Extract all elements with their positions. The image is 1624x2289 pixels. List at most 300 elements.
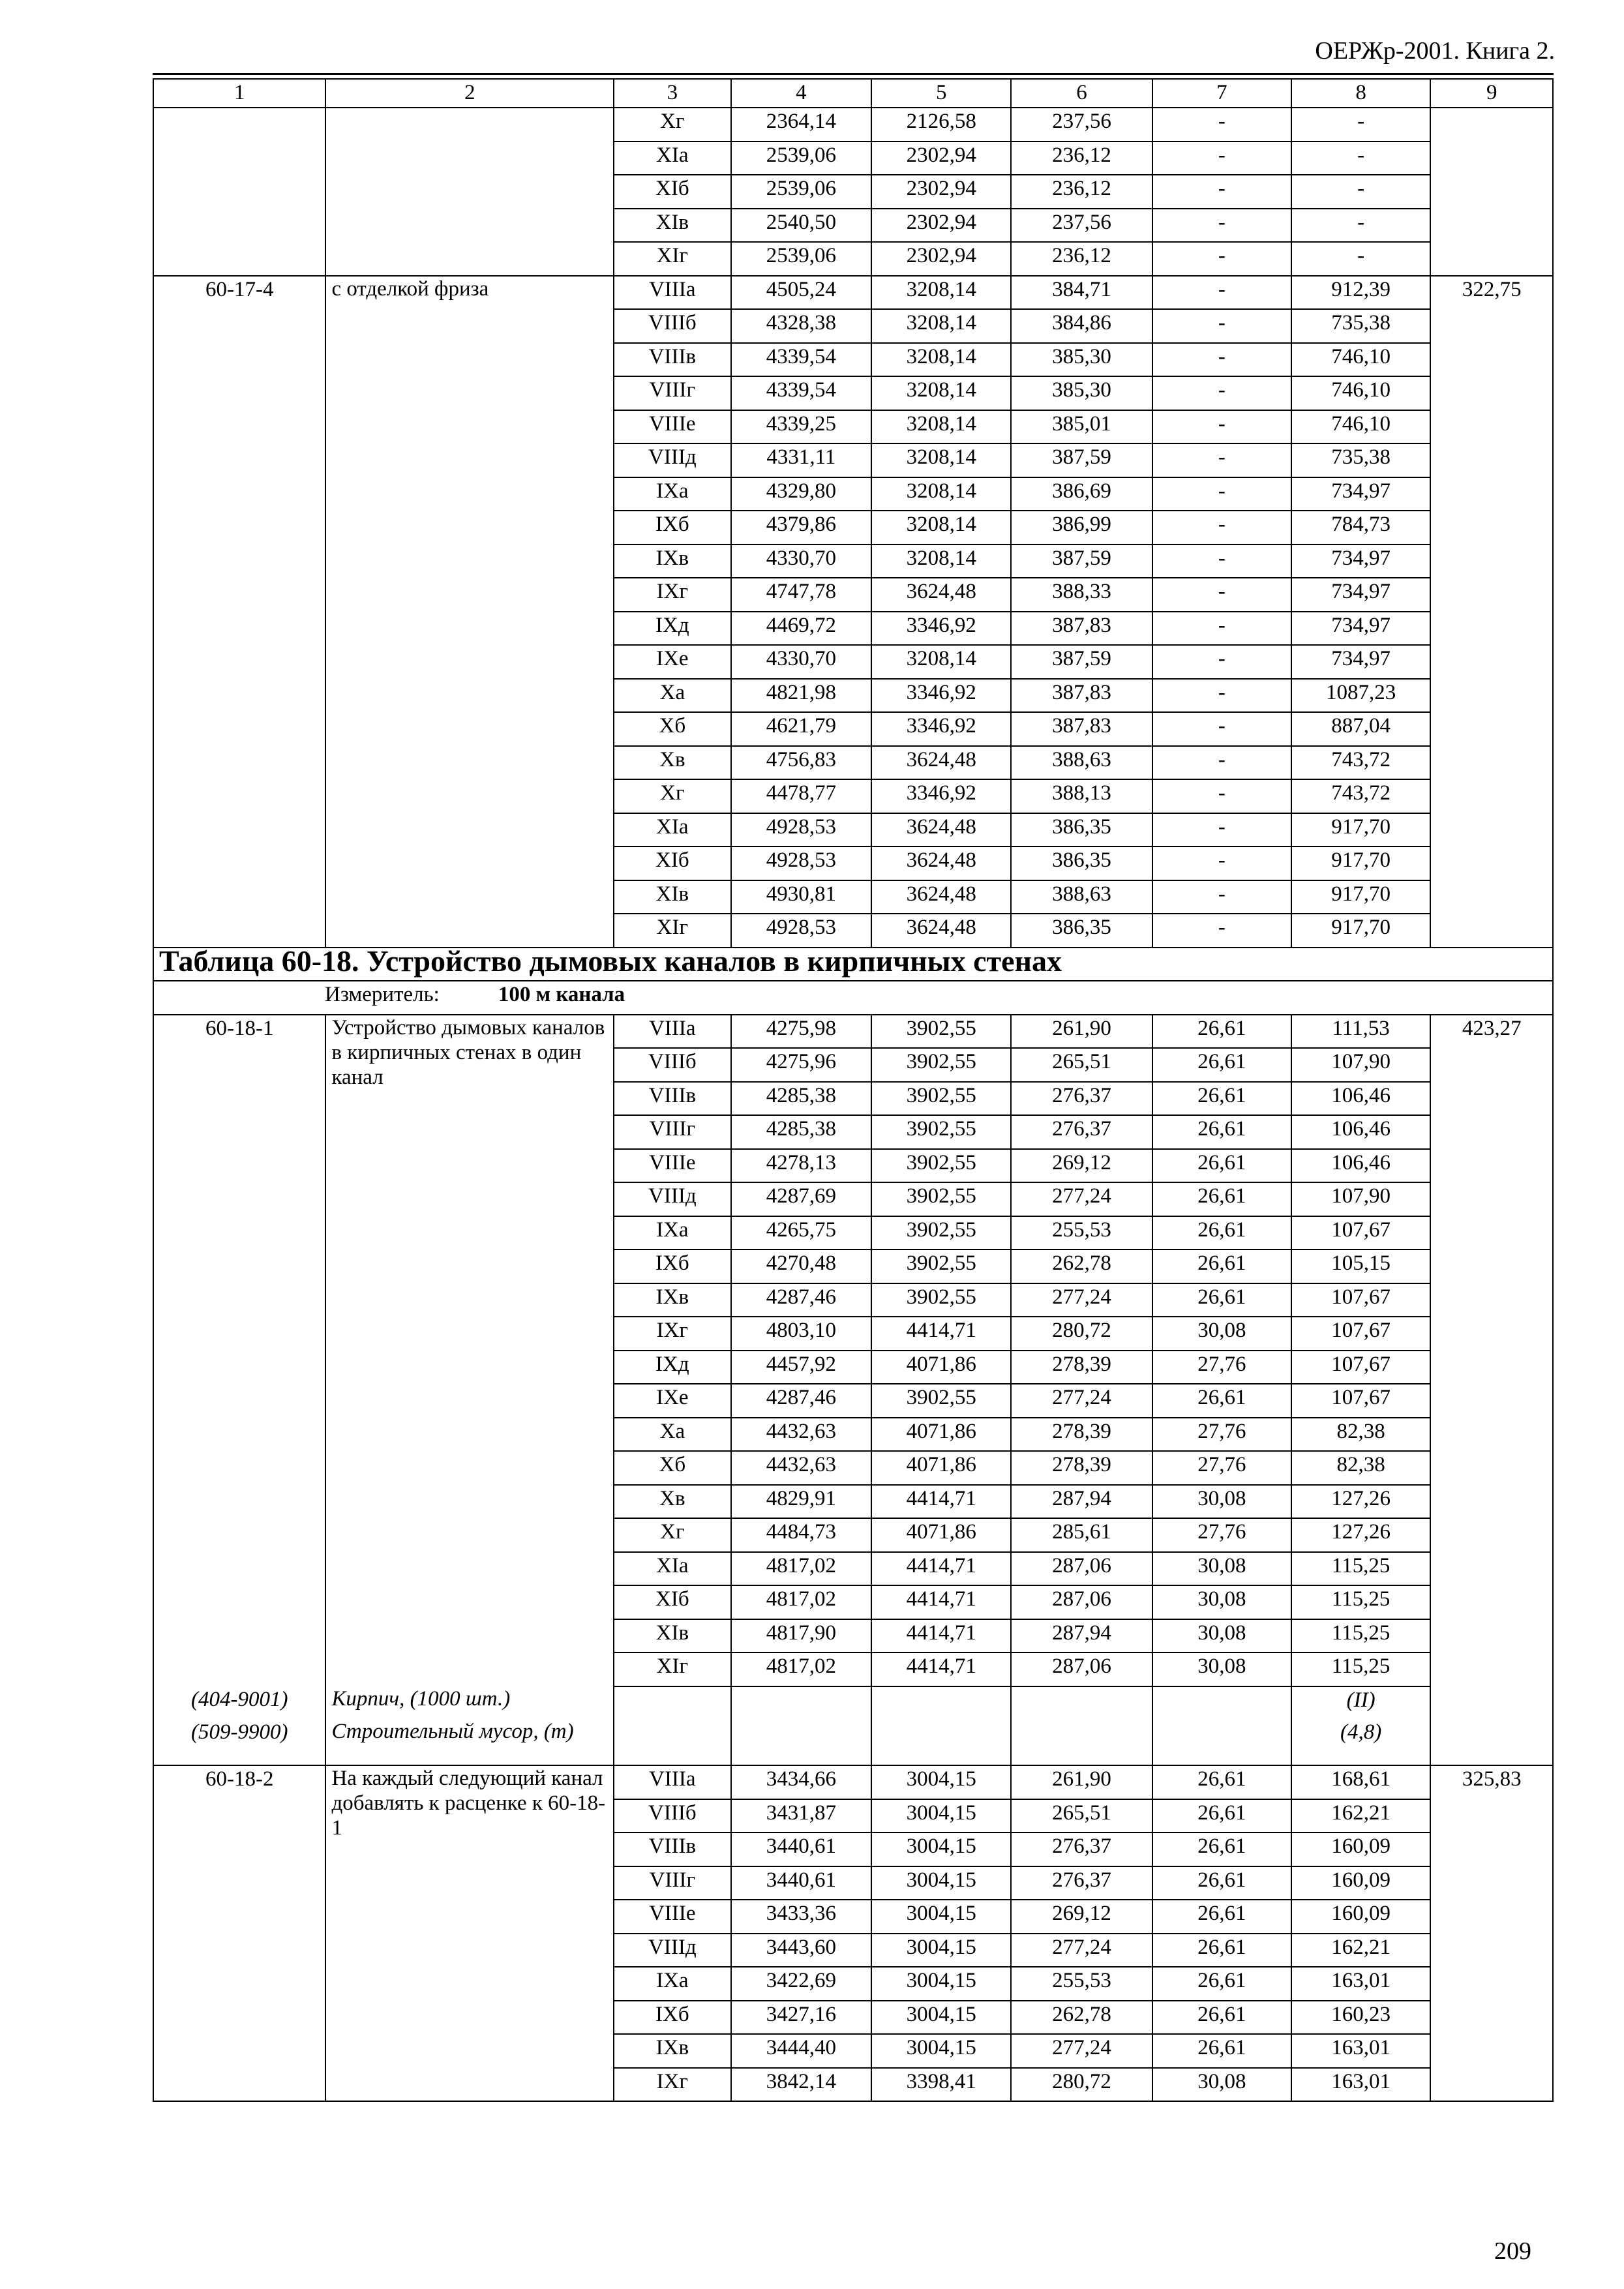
- overhead-cell: [1430, 679, 1553, 713]
- labor-cost-cell: 3004,15: [871, 2001, 1011, 2035]
- labor-cost-cell: 3902,55: [871, 1149, 1011, 1183]
- total-cost-cell: 4328,38: [731, 309, 872, 343]
- zone-cell: IХг: [614, 578, 730, 612]
- total-cost-cell: 4803,10: [731, 1317, 872, 1351]
- overhead-cell: [1430, 846, 1553, 880]
- machine-cost-cell: 265,51: [1011, 1799, 1152, 1833]
- labor-cost-cell: 4414,71: [871, 1653, 1011, 1686]
- zone-cell: VIIIг: [614, 1866, 730, 1900]
- labor-cost-cell: 3902,55: [871, 1082, 1011, 1116]
- driver-pay-cell: 26,61: [1152, 1082, 1291, 1116]
- total-cost-cell: 4275,98: [731, 1015, 872, 1049]
- driver-pay-cell: 30,08: [1152, 1619, 1291, 1653]
- machine-cost-cell: 387,83: [1011, 612, 1152, 646]
- machine-cost-cell: 387,59: [1011, 545, 1152, 578]
- zone-cell: VIIIб: [614, 309, 730, 343]
- zone-cell: ХIв: [614, 880, 730, 914]
- zone-cell: Хг: [614, 108, 730, 142]
- total-cost-cell: 2539,06: [731, 142, 872, 175]
- labor-cost-cell: 3208,14: [871, 376, 1011, 410]
- code-cell: 60-18-1: [153, 1015, 325, 1049]
- table-row: [153, 612, 1553, 646]
- total-cost-cell: 4339,54: [731, 376, 872, 410]
- overhead-cell: 325,83: [1430, 1765, 1553, 1799]
- machine-cost-cell: 287,06: [1011, 1585, 1152, 1619]
- description-cell: [325, 1967, 614, 2001]
- total-cost-cell: 4817,02: [731, 1585, 872, 1619]
- materials-cost-cell: -: [1291, 242, 1431, 276]
- labor-cost-cell: 3346,92: [871, 712, 1011, 746]
- overhead-cell: [1430, 1552, 1553, 1586]
- zone-cell: VIIIе: [614, 1149, 730, 1183]
- machine-cost-cell: 385,01: [1011, 410, 1152, 444]
- total-cost-cell: 4817,90: [731, 1619, 872, 1653]
- machine-cost-cell: 384,86: [1011, 309, 1152, 343]
- driver-pay-cell: -: [1152, 108, 1291, 142]
- total-cost-cell: 4928,53: [731, 846, 872, 880]
- materials-cost-cell: 163,01: [1291, 2068, 1431, 2102]
- description-cell: [325, 1082, 614, 1116]
- materials-cost-cell: 163,01: [1291, 2034, 1431, 2068]
- driver-pay-cell: 26,61: [1152, 1149, 1291, 1183]
- description-cell: [325, 242, 614, 276]
- labor-cost-cell: 4071,86: [871, 1518, 1011, 1552]
- driver-pay-cell: 26,61: [1152, 2034, 1291, 2068]
- resource-quantity: (II): [1291, 1686, 1431, 1720]
- driver-pay-cell: -: [1152, 545, 1291, 578]
- materials-cost-cell: 82,38: [1291, 1418, 1431, 1452]
- machine-cost-cell: 388,63: [1011, 746, 1152, 780]
- zone-cell: VIIIе: [614, 1900, 730, 1934]
- driver-pay-cell: 27,76: [1152, 1351, 1291, 1384]
- labor-cost-cell: 4414,71: [871, 1585, 1011, 1619]
- labor-cost-cell: 4414,71: [871, 1619, 1011, 1653]
- machine-cost-cell: 387,83: [1011, 679, 1152, 713]
- overhead-cell: [1430, 1934, 1553, 1967]
- total-cost-cell: 4817,02: [731, 1552, 872, 1586]
- code-cell: [153, 1518, 325, 1552]
- overhead-cell: [1430, 1518, 1553, 1552]
- labor-cost-cell: 3004,15: [871, 1765, 1011, 1799]
- code-cell: [153, 1799, 325, 1833]
- machine-cost-cell: 265,51: [1011, 1048, 1152, 1082]
- materials-cost-cell: 734,97: [1291, 545, 1431, 578]
- code-cell: [153, 1967, 325, 2001]
- table-row: [153, 443, 1553, 477]
- code-cell: [153, 309, 325, 343]
- description-cell: [325, 1249, 614, 1283]
- resource-code: (509-9900): [153, 1719, 325, 1765]
- zone-cell: IХд: [614, 1351, 730, 1384]
- overhead-cell: [1430, 242, 1553, 276]
- measure-label: Измеритель:: [325, 983, 440, 1006]
- driver-pay-cell: -: [1152, 813, 1291, 847]
- total-cost-cell: 2540,50: [731, 209, 872, 243]
- zone-cell: ХIг: [614, 1653, 730, 1686]
- overhead-cell: [1430, 1048, 1553, 1082]
- zone-cell: VIIIв: [614, 1833, 730, 1866]
- empty-cell: [1011, 1686, 1152, 1720]
- description-cell: [325, 779, 614, 813]
- driver-pay-cell: -: [1152, 343, 1291, 377]
- code-cell: [153, 376, 325, 410]
- total-cost-cell: 4330,70: [731, 645, 872, 679]
- description-cell: [325, 612, 614, 646]
- machine-cost-cell: 269,12: [1011, 1149, 1152, 1183]
- total-cost-cell: 4330,70: [731, 545, 872, 578]
- column-number: 1: [153, 79, 325, 108]
- zone-cell: IХб: [614, 1249, 730, 1283]
- machine-cost-cell: 237,56: [1011, 209, 1152, 243]
- description-cell: [325, 108, 614, 142]
- table-row: [153, 142, 1553, 175]
- description-cell: [325, 410, 614, 444]
- description-cell: [325, 2034, 614, 2068]
- total-cost-cell: 4329,80: [731, 477, 872, 511]
- zone-cell: IХв: [614, 1283, 730, 1317]
- total-cost-cell: 4930,81: [731, 880, 872, 914]
- labor-cost-cell: 4071,86: [871, 1451, 1011, 1485]
- zone-cell: VIIIг: [614, 1115, 730, 1149]
- table-row: [153, 276, 1553, 310]
- overhead-cell: [1430, 376, 1553, 410]
- description-cell: [325, 746, 614, 780]
- overhead-cell: [1430, 1619, 1553, 1653]
- materials-cost-cell: 734,97: [1291, 578, 1431, 612]
- labor-cost-cell: 3346,92: [871, 612, 1011, 646]
- code-cell: [153, 410, 325, 444]
- labor-cost-cell: 3624,48: [871, 914, 1011, 948]
- description-text: Кирпич, (1000 шт.): [331, 1686, 511, 1711]
- machine-cost-cell: 387,59: [1011, 645, 1152, 679]
- overhead-cell: [1430, 779, 1553, 813]
- total-cost-cell: 2539,06: [731, 242, 872, 276]
- code-cell: [153, 343, 325, 377]
- overhead-cell: [1430, 1384, 1553, 1418]
- machine-cost-cell: 386,35: [1011, 914, 1152, 948]
- table-body: [153, 79, 1553, 2101]
- materials-cost-cell: 160,23: [1291, 2001, 1431, 2035]
- table-row: [153, 779, 1553, 813]
- labor-cost-cell: 4414,71: [871, 1552, 1011, 1586]
- driver-pay-cell: -: [1152, 511, 1291, 545]
- table-row: [153, 1451, 1553, 1485]
- table-row: [153, 545, 1553, 578]
- code-cell: [153, 511, 325, 545]
- driver-pay-cell: 27,76: [1152, 1418, 1291, 1452]
- description-cell: [325, 679, 614, 713]
- total-cost-cell: 3433,36: [731, 1900, 872, 1934]
- description-cell: [325, 477, 614, 511]
- description-cell: [325, 376, 614, 410]
- total-cost-cell: 3443,60: [731, 1934, 872, 1967]
- materials-cost-cell: 163,01: [1291, 1967, 1431, 2001]
- table-row: [153, 1082, 1553, 1116]
- description-cell: [325, 1451, 614, 1485]
- labor-cost-cell: 3208,14: [871, 545, 1011, 578]
- code-cell: [153, 545, 325, 578]
- table-row: [153, 1182, 1553, 1216]
- description-cell: [325, 1283, 614, 1317]
- driver-pay-cell: 26,61: [1152, 2001, 1291, 2035]
- empty-cell: [614, 1686, 730, 1720]
- total-cost-cell: 3440,61: [731, 1833, 872, 1866]
- total-cost-cell: 4432,63: [731, 1451, 872, 1485]
- measure-cell: [153, 981, 1553, 1015]
- zone-cell: IХа: [614, 1216, 730, 1250]
- code-cell: [153, 1900, 325, 1934]
- zone-cell: VIIIв: [614, 1082, 730, 1116]
- machine-cost-cell: 278,39: [1011, 1418, 1152, 1452]
- labor-cost-cell: 4071,86: [871, 1351, 1011, 1384]
- table-row: [153, 1934, 1553, 1967]
- zone-cell: ХIб: [614, 175, 730, 209]
- measure-row: [153, 981, 1553, 1015]
- overhead-cell: [1430, 1967, 1553, 2001]
- description-cell: [325, 545, 614, 578]
- machine-cost-cell: 261,90: [1011, 1015, 1152, 1049]
- machine-cost-cell: 280,72: [1011, 2068, 1152, 2102]
- description-cell: [325, 1485, 614, 1519]
- table-row: [153, 1249, 1553, 1283]
- labor-cost-cell: 3902,55: [871, 1048, 1011, 1082]
- materials-cost-cell: 746,10: [1291, 343, 1431, 377]
- driver-pay-cell: 27,76: [1152, 1518, 1291, 1552]
- machine-cost-cell: 388,13: [1011, 779, 1152, 813]
- zone-cell: VIIIг: [614, 376, 730, 410]
- total-cost-cell: 4928,53: [731, 813, 872, 847]
- overhead-cell: [1430, 1351, 1553, 1384]
- materials-cost-cell: -: [1291, 209, 1431, 243]
- description-cell: [325, 1765, 614, 1840]
- description-cell: [325, 1653, 614, 1686]
- code-cell: [153, 578, 325, 612]
- total-cost-cell: 4339,54: [731, 343, 872, 377]
- description-cell: [325, 1866, 614, 1900]
- total-cost-cell: 4928,53: [731, 914, 872, 948]
- table-row: [153, 108, 1553, 142]
- total-cost-cell: 2364,14: [731, 108, 872, 142]
- table-row: [153, 1585, 1553, 1619]
- driver-pay-cell: -: [1152, 880, 1291, 914]
- code-cell: [153, 1451, 325, 1485]
- table-row: [153, 511, 1553, 545]
- description-cell: [325, 309, 614, 343]
- column-number: 2: [325, 79, 614, 108]
- description-cell: [325, 175, 614, 209]
- description-text: с отделкой фриза: [331, 277, 489, 301]
- materials-cost-cell: 107,67: [1291, 1216, 1431, 1250]
- overhead-cell: [1430, 746, 1553, 780]
- machine-cost-cell: 261,90: [1011, 1765, 1152, 1799]
- table-row: [153, 2001, 1553, 2035]
- description-cell: [325, 1619, 614, 1653]
- labor-cost-cell: 4414,71: [871, 1485, 1011, 1519]
- overhead-cell: [1430, 1182, 1553, 1216]
- zone-cell: VIIIб: [614, 1048, 730, 1082]
- code-cell: [153, 712, 325, 746]
- zone-cell: IХв: [614, 545, 730, 578]
- driver-pay-cell: -: [1152, 242, 1291, 276]
- column-number: 3: [614, 79, 730, 108]
- zone-cell: IХа: [614, 477, 730, 511]
- materials-cost-cell: 115,25: [1291, 1585, 1431, 1619]
- materials-cost-cell: 107,67: [1291, 1384, 1431, 1418]
- total-cost-cell: 4265,75: [731, 1216, 872, 1250]
- overhead-cell: [1430, 880, 1553, 914]
- driver-pay-cell: 26,61: [1152, 1799, 1291, 1833]
- machine-cost-cell: 262,78: [1011, 1249, 1152, 1283]
- table-row: [153, 1967, 1553, 2001]
- labor-cost-cell: 3004,15: [871, 1833, 1011, 1866]
- total-cost-cell: 4469,72: [731, 612, 872, 646]
- driver-pay-cell: -: [1152, 376, 1291, 410]
- empty-cell: [871, 1719, 1011, 1765]
- total-cost-cell: 4821,98: [731, 679, 872, 713]
- driver-pay-cell: 26,61: [1152, 1934, 1291, 1967]
- zone-cell: VIIIе: [614, 410, 730, 444]
- zone-cell: ХIг: [614, 914, 730, 948]
- zone-cell: ХIг: [614, 242, 730, 276]
- table-row: [153, 1799, 1553, 1833]
- description-cell: [325, 443, 614, 477]
- labor-cost-cell: 3208,14: [871, 309, 1011, 343]
- zone-cell: ХIв: [614, 1619, 730, 1653]
- driver-pay-cell: -: [1152, 712, 1291, 746]
- overhead-cell: [1430, 1900, 1553, 1934]
- description-cell: [325, 142, 614, 175]
- materials-cost-cell: -: [1291, 175, 1431, 209]
- materials-cost-cell: 784,73: [1291, 511, 1431, 545]
- description-cell: [325, 1833, 614, 1866]
- zone-cell: Хг: [614, 1518, 730, 1552]
- zone-cell: IХе: [614, 645, 730, 679]
- code-cell: [153, 1552, 325, 1586]
- code-cell: [153, 2001, 325, 2035]
- column-number: 6: [1011, 79, 1152, 108]
- machine-cost-cell: 385,30: [1011, 343, 1152, 377]
- labor-cost-cell: 3208,14: [871, 343, 1011, 377]
- description-cell: [325, 880, 614, 914]
- description-cell: [325, 712, 614, 746]
- measure-unit: 100 м канала: [498, 983, 625, 1006]
- overhead-cell: [1430, 578, 1553, 612]
- description-cell: [325, 1015, 614, 1089]
- table-row: [153, 1149, 1553, 1183]
- materials-cost-cell: 735,38: [1291, 443, 1431, 477]
- materials-cost-cell: 115,25: [1291, 1653, 1431, 1686]
- driver-pay-cell: 26,61: [1152, 1866, 1291, 1900]
- description-cell: [325, 1934, 614, 1967]
- materials-cost-cell: 107,67: [1291, 1351, 1431, 1384]
- total-cost-cell: 4287,46: [731, 1384, 872, 1418]
- materials-cost-cell: 1087,23: [1291, 679, 1431, 713]
- total-cost-cell: 4621,79: [731, 712, 872, 746]
- labor-cost-cell: 3208,14: [871, 443, 1011, 477]
- total-cost-cell: 4275,96: [731, 1048, 872, 1082]
- overhead-cell: [1430, 309, 1553, 343]
- empty-cell: [1152, 1719, 1291, 1765]
- materials-cost-cell: 746,10: [1291, 376, 1431, 410]
- code-cell: [153, 779, 325, 813]
- table-title-row: [153, 948, 1553, 981]
- labor-cost-cell: 3902,55: [871, 1384, 1011, 1418]
- table-title: Таблица 60-18. Устройство дымовых каналов в кирпичных стенах: [153, 948, 1553, 981]
- code-cell: [153, 1833, 325, 1866]
- description-cell: [325, 1317, 614, 1351]
- overhead-cell: [1430, 712, 1553, 746]
- overhead-cell: [1430, 1249, 1553, 1283]
- machine-cost-cell: 384,71: [1011, 276, 1152, 310]
- overhead-cell: [1430, 1149, 1553, 1183]
- code-cell: [153, 1216, 325, 1250]
- materials-cost-cell: 127,26: [1291, 1485, 1431, 1519]
- description-cell: [325, 1585, 614, 1619]
- machine-cost-cell: 276,37: [1011, 1082, 1152, 1116]
- code-cell: [153, 142, 325, 175]
- machine-cost-cell: 278,39: [1011, 1351, 1152, 1384]
- materials-cost-cell: 115,25: [1291, 1552, 1431, 1586]
- zone-cell: IХв: [614, 2034, 730, 2068]
- labor-cost-cell: 3902,55: [871, 1216, 1011, 1250]
- overhead-cell: [1430, 1317, 1553, 1351]
- code-cell: [153, 209, 325, 243]
- zone-cell: IХд: [614, 612, 730, 646]
- code-cell: [153, 612, 325, 646]
- overhead-cell: [1430, 1451, 1553, 1485]
- description-cell: [325, 1182, 614, 1216]
- zone-cell: VIIIд: [614, 1934, 730, 1967]
- zone-cell: ХIа: [614, 142, 730, 175]
- driver-pay-cell: 30,08: [1152, 1485, 1291, 1519]
- table-row: [153, 679, 1553, 713]
- table-row: [153, 1485, 1553, 1519]
- column-number: 7: [1152, 79, 1291, 108]
- labor-cost-cell: 3902,55: [871, 1249, 1011, 1283]
- empty-cell: [1011, 1719, 1152, 1765]
- table-row: [153, 1866, 1553, 1900]
- total-cost-cell: 4287,69: [731, 1182, 872, 1216]
- driver-pay-cell: 26,61: [1152, 1216, 1291, 1250]
- total-cost-cell: 4747,78: [731, 578, 872, 612]
- materials-cost-cell: -: [1291, 108, 1431, 142]
- table-row: [153, 1418, 1553, 1452]
- overhead-cell: [1430, 1653, 1553, 1686]
- resource-name: [325, 1719, 614, 1765]
- description-text: Устройство дымовых каналов в кирпичных стенах в один канал: [331, 1015, 605, 1089]
- machine-cost-cell: 236,12: [1011, 142, 1152, 175]
- description-cell: [325, 511, 614, 545]
- machine-cost-cell: 285,61: [1011, 1518, 1152, 1552]
- code-cell: [153, 914, 325, 948]
- table-row: [153, 645, 1553, 679]
- description-cell: [325, 1518, 614, 1552]
- column-number: 5: [871, 79, 1011, 108]
- code-cell: [153, 846, 325, 880]
- labor-cost-cell: 3208,14: [871, 645, 1011, 679]
- table-row: [153, 1351, 1553, 1384]
- zone-cell: Хб: [614, 712, 730, 746]
- machine-cost-cell: 262,78: [1011, 2001, 1152, 2035]
- labor-cost-cell: 3004,15: [871, 1799, 1011, 1833]
- description-cell: [325, 1552, 614, 1586]
- description-cell: [325, 209, 614, 243]
- table-row: [153, 309, 1553, 343]
- code-cell: [153, 1351, 325, 1384]
- column-number: 8: [1291, 79, 1431, 108]
- materials-cost-cell: 912,39: [1291, 276, 1431, 310]
- code-cell: 60-17-4: [153, 276, 325, 310]
